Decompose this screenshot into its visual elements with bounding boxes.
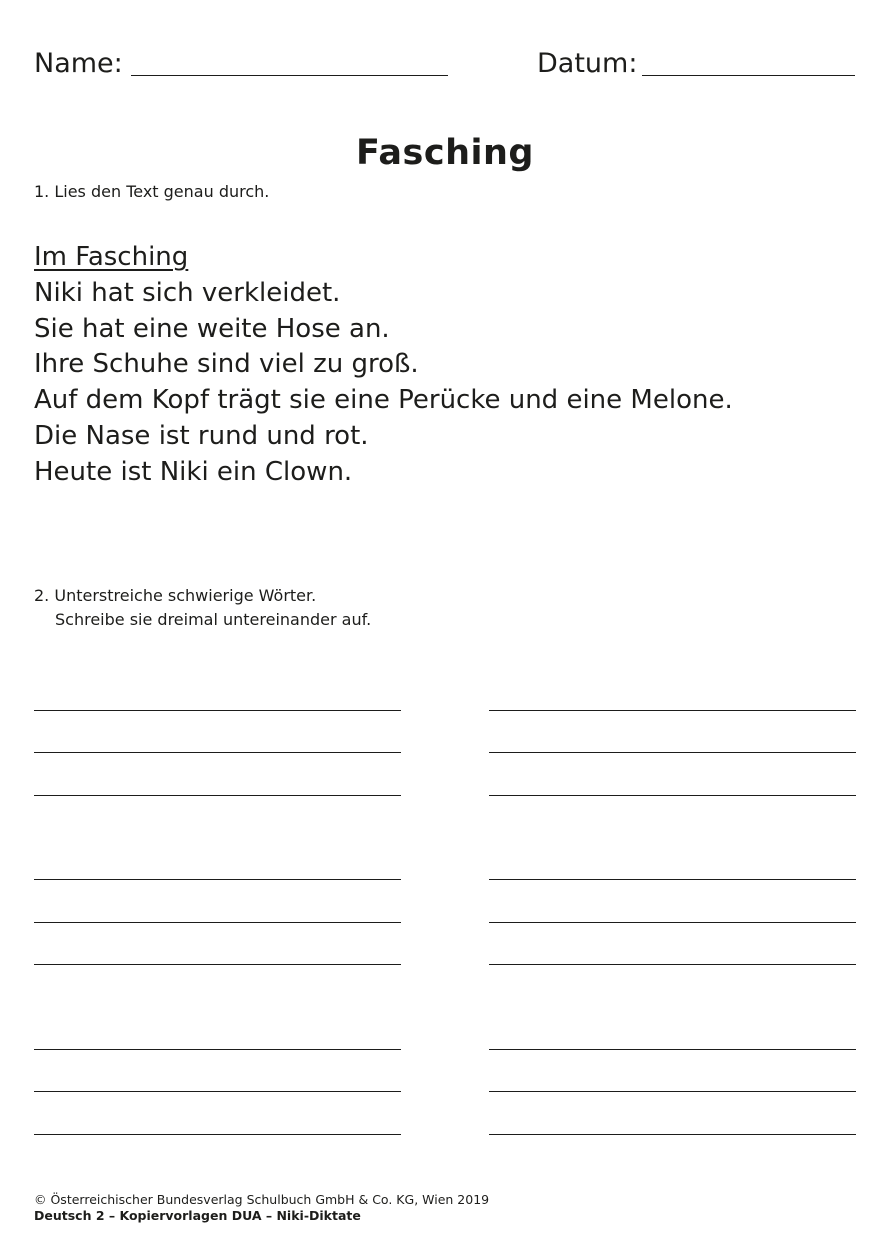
- writing-line[interactable]: [34, 752, 401, 753]
- writing-line[interactable]: [34, 710, 401, 711]
- writing-line[interactable]: [489, 879, 856, 880]
- task-2-instruction-continued: Schreibe sie dreimal untereinander auf.: [55, 610, 372, 629]
- task-1-instruction: 1. Lies den Text genau durch.: [34, 182, 270, 201]
- writing-line[interactable]: [489, 1134, 856, 1135]
- page-title: Fasching: [356, 133, 534, 173]
- writing-line[interactable]: [34, 1049, 401, 1050]
- date-label: Datum:: [537, 48, 638, 79]
- story-line: Auf dem Kopf trägt sie eine Perücke und eine Melone.: [34, 385, 733, 416]
- story-line: Heute ist Niki ein Clown.: [34, 456, 353, 487]
- writing-line[interactable]: [34, 795, 401, 796]
- writing-line[interactable]: [489, 795, 856, 796]
- story-text: [34, 240, 733, 491]
- writing-line[interactable]: [489, 710, 856, 711]
- writing-line[interactable]: [34, 1134, 401, 1135]
- footer: [34, 1192, 489, 1224]
- writing-line[interactable]: [34, 922, 401, 923]
- story-line: Sie hat eine weite Hose an.: [34, 313, 390, 344]
- writing-line[interactable]: [34, 1091, 401, 1092]
- writing-line[interactable]: [489, 1049, 856, 1050]
- story-heading: Im Fasching: [34, 242, 189, 272]
- story-line: Niki hat sich verkleidet.: [34, 277, 341, 308]
- task-2-instruction: 2. Unterstreiche schwierige Wörter.: [34, 586, 317, 605]
- writing-line[interactable]: [489, 964, 856, 965]
- story-line: Die Nase ist rund und rot.: [34, 420, 369, 451]
- copyright-text: © Österreichischer Bundesverlag Schulbuch GmbH & Co. KG, Wien 2019: [34, 1192, 490, 1207]
- writing-line[interactable]: [34, 879, 401, 880]
- date-field-line[interactable]: [642, 75, 855, 76]
- story-line: Ihre Schuhe sind viel zu groß.: [34, 349, 419, 380]
- writing-line[interactable]: [489, 1091, 856, 1092]
- series-text: Deutsch 2 – Kopiervorlagen DUA – Niki-Diktate: [34, 1208, 361, 1223]
- writing-line[interactable]: [489, 922, 856, 923]
- writing-line[interactable]: [489, 752, 856, 753]
- name-field-line[interactable]: [131, 75, 448, 76]
- writing-line[interactable]: [34, 964, 401, 965]
- name-label: Name:: [34, 48, 123, 79]
